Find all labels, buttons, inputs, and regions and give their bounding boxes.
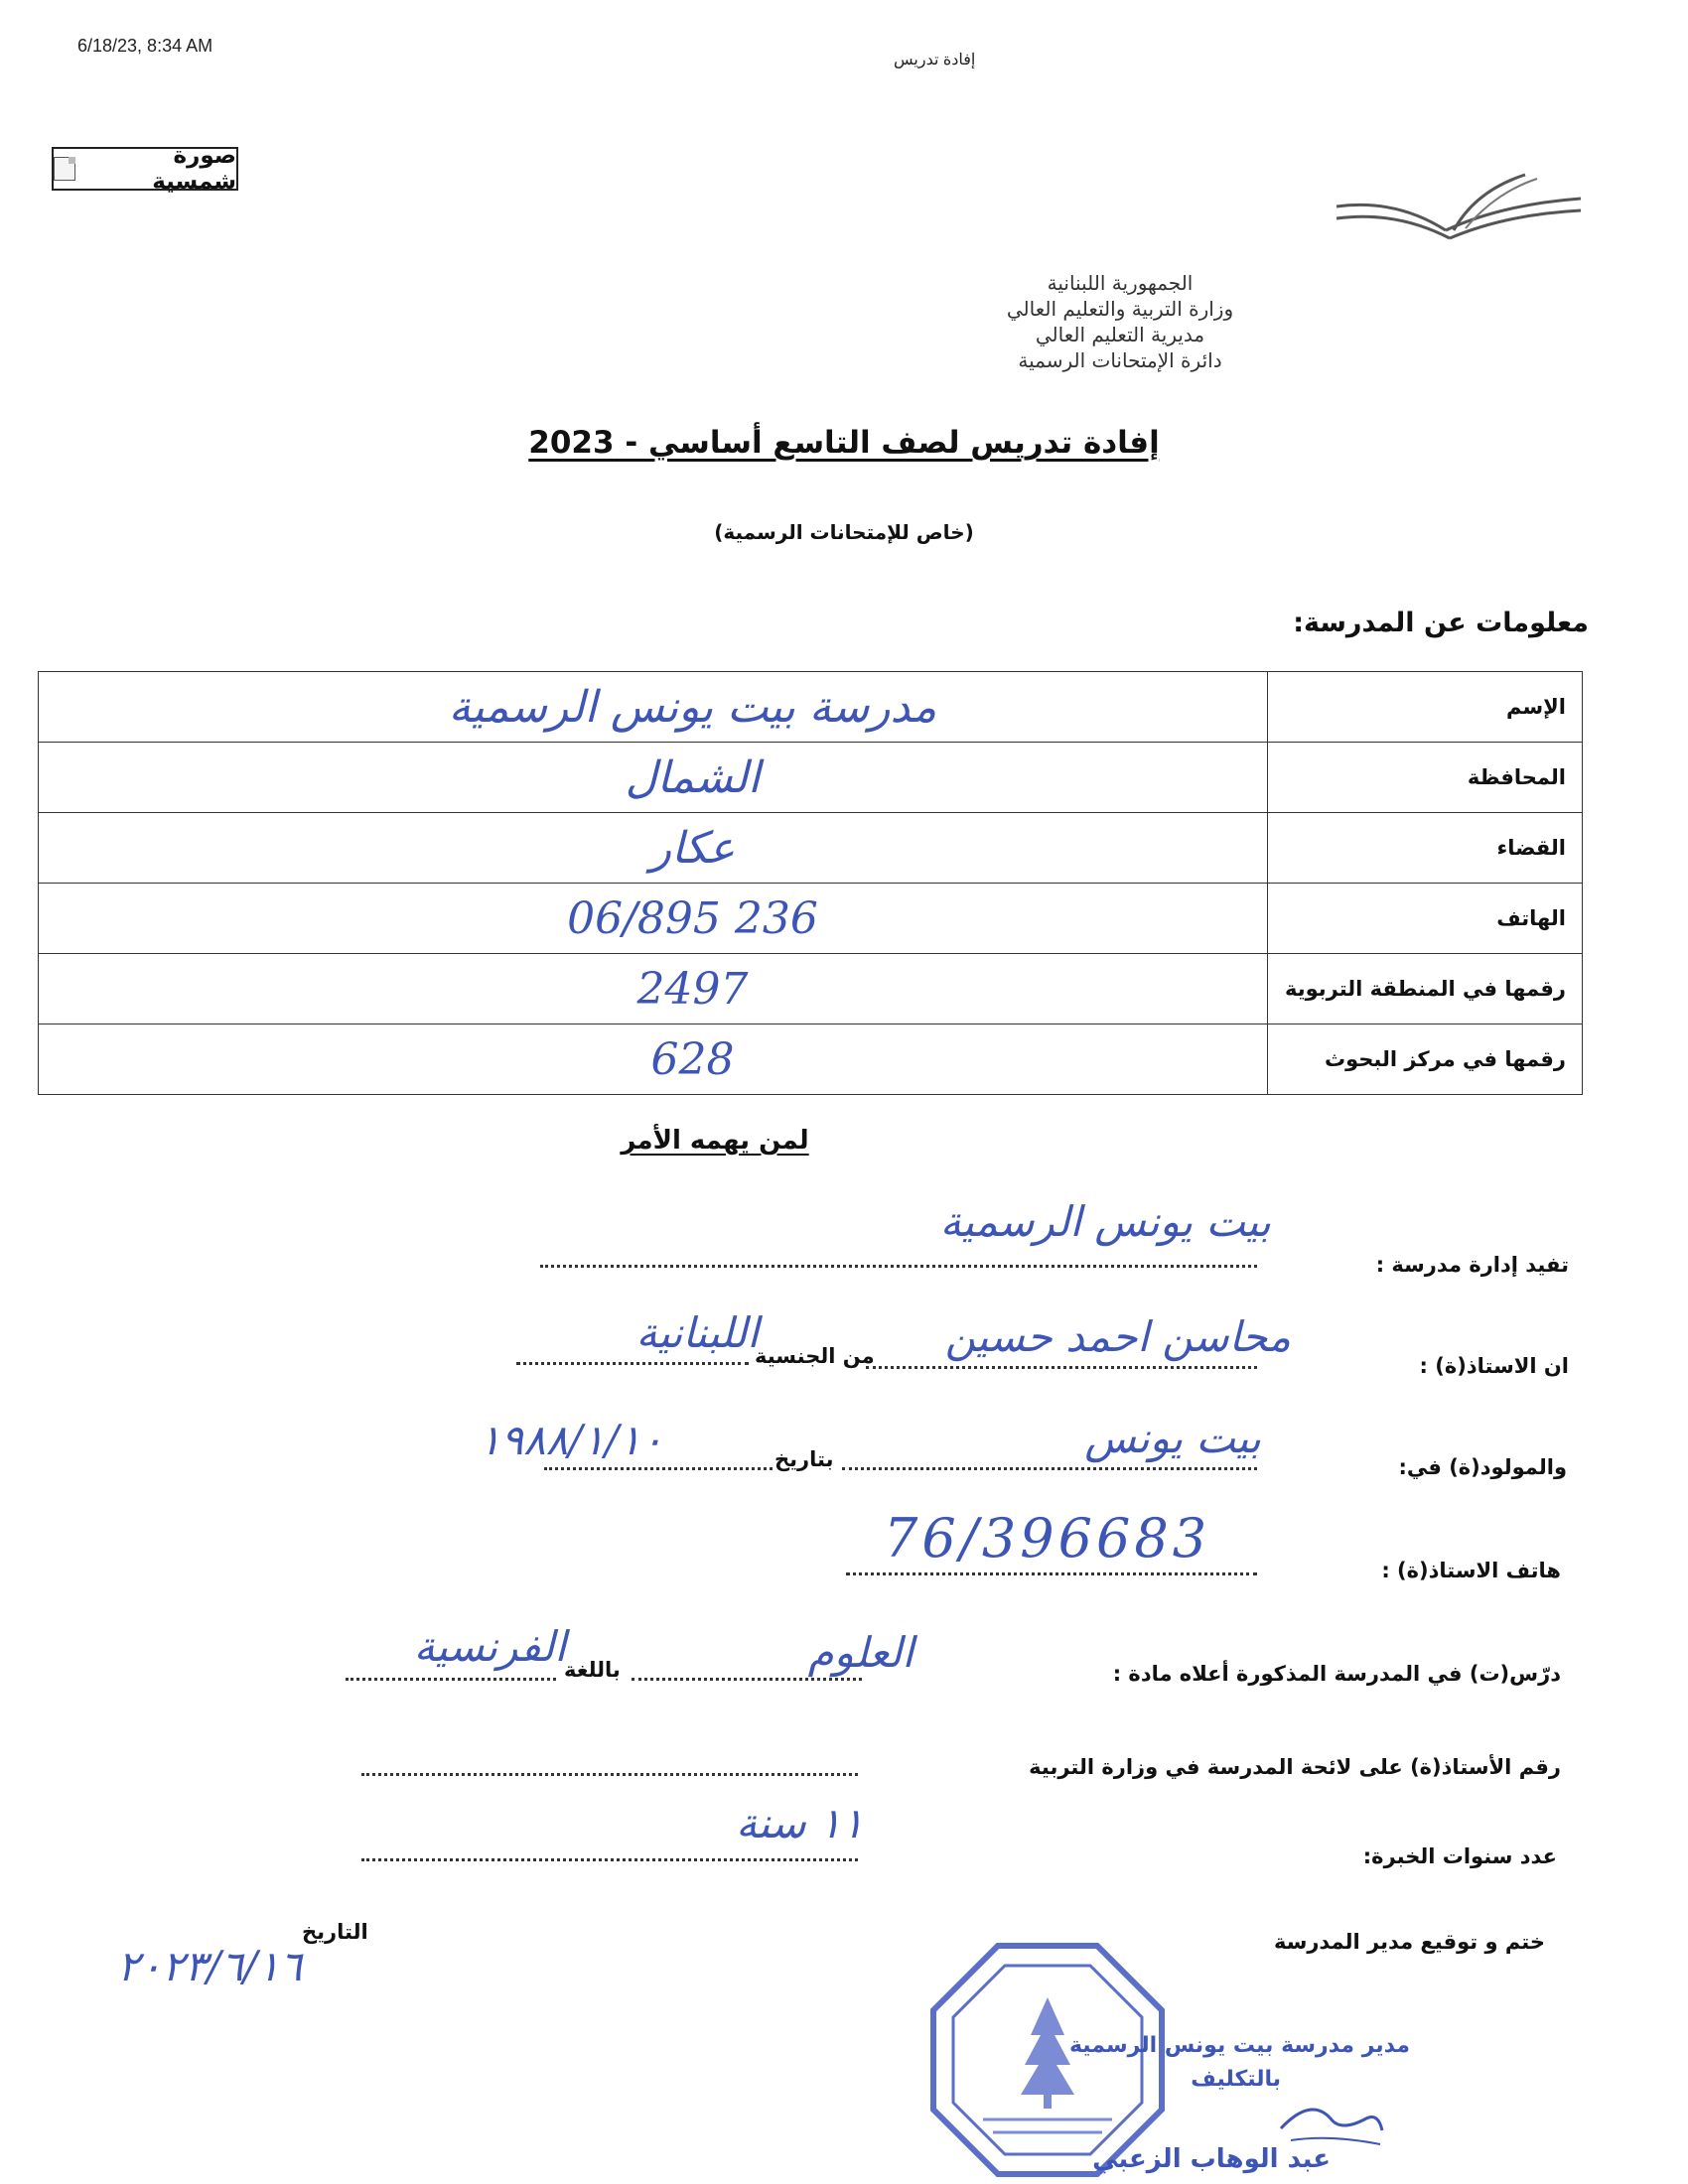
- ministry-line: وزارة التربية والتعليم العالي: [1006, 297, 1234, 321]
- research-number-cell: [39, 1024, 1268, 1095]
- teacher-label: ان الاستاذ(ة) :: [1419, 1354, 1569, 1378]
- language-label: باللغة: [564, 1658, 621, 1682]
- signature-assignment: بالتكليف: [1191, 2067, 1281, 2092]
- district-value: عكار: [649, 822, 736, 874]
- certificate-heading-wrap: [0, 1126, 1430, 1156]
- birthplace-value: بيت يونس: [1084, 1414, 1261, 1462]
- signature-title: مدير مدرسة بيت يونس الرسمية: [1068, 2033, 1410, 2058]
- broken-image-icon: [54, 157, 75, 181]
- photo-label: صورة شمسية: [152, 143, 236, 195]
- school-name-value: مدرسة بيت يونس الرسمية: [448, 681, 937, 733]
- language-dotted-line: [346, 1678, 556, 1681]
- table-row: [39, 743, 1583, 813]
- print-datetime: 6/18/23, 8:34 AM: [77, 36, 213, 56]
- experience-dotted-line: [361, 1858, 858, 1861]
- school-admin-dotted-line: [540, 1265, 1257, 1268]
- document-subtitle: (خاص للإمتحانات الرسمية): [714, 520, 974, 544]
- document-title-wrap: [0, 425, 1688, 461]
- table-row: [39, 1024, 1583, 1095]
- photo-placeholder: [52, 143, 238, 195]
- language-value: الفرنسية: [413, 1622, 566, 1671]
- school-name-label: الإسم: [1268, 672, 1583, 743]
- region-number-cell: [39, 954, 1268, 1024]
- birthplace-label: والمولود(ة) في:: [1398, 1455, 1567, 1479]
- ministry-number-label: رقم الأستاذ(ة) على لائحة المدرسة في وزارة التربية: [1029, 1755, 1561, 1779]
- principal-name: عبد الوهاب الزعبي: [1092, 2144, 1331, 2174]
- print-page-title: إفادة تدريس: [894, 52, 976, 68]
- experience-value: ١١ سنة: [736, 1799, 864, 1847]
- governorate-label: المحافظة: [1268, 743, 1583, 813]
- date-value: ٢٠٢٣/٦/١٦: [117, 1942, 303, 1990]
- nationality-dotted-line: [516, 1362, 749, 1365]
- school-info-table: [38, 671, 1583, 1095]
- district-cell: [39, 813, 1268, 884]
- table-row: [39, 954, 1583, 1024]
- school-admin-value: بيت يونس الرسمية: [939, 1197, 1271, 1246]
- school-admin-label: تفيد إدارة مدرسة :: [1375, 1253, 1569, 1277]
- ministry-number-dotted-line: [361, 1773, 858, 1776]
- open-book-logo-icon: [1327, 171, 1589, 260]
- region-number-value: 2497: [636, 963, 749, 1015]
- birthdate-dotted-line: [544, 1467, 773, 1470]
- teacher-dotted-line: [866, 1366, 1257, 1369]
- region-number-label: رقمها في المنطقة التربوية: [1268, 954, 1583, 1024]
- table-row: [39, 884, 1583, 954]
- birthplace-dotted-line: [842, 1467, 1257, 1470]
- governorate-value: الشمال: [625, 751, 761, 803]
- research-number-value: 628: [650, 1033, 735, 1085]
- teacher-phone-label: هاتف الاستاذ(ة) :: [1381, 1559, 1561, 1582]
- subject-label: درّس(ت) في المدرسة المذكورة أعلاه مادة :: [1112, 1662, 1561, 1686]
- birthdate-label: بتاريخ: [774, 1447, 834, 1471]
- teacher-phone-dotted-line: [846, 1572, 1257, 1575]
- nationality-value: اللبنانية: [635, 1308, 759, 1357]
- subject-value: العلوم: [807, 1628, 914, 1677]
- ministry-line: الجمهورية اللبنانية: [1047, 271, 1194, 295]
- teacher-name-value: محاسن احمد حسين: [944, 1312, 1291, 1361]
- birthdate-value: ١٩٨٨/١/١٠: [479, 1416, 664, 1464]
- phone-label: الهاتف: [1268, 884, 1583, 954]
- ministry-line: دائرة الإمتحانات الرسمية: [1018, 348, 1222, 372]
- principal-seal-label: ختم و توقيع مدير المدرسة: [1273, 1930, 1545, 1954]
- research-number-label: رقمها في مركز البحوث: [1268, 1024, 1583, 1095]
- document-title: إفادة تدريس لصف التاسع أساسي - 2023: [528, 425, 1160, 461]
- subject-dotted-line: [632, 1678, 862, 1681]
- ministry-heading: [981, 270, 1259, 373]
- ministry-line: مديرية التعليم العالي: [1035, 323, 1205, 346]
- governorate-cell: [39, 743, 1268, 813]
- teacher-phone-value: 76/396683: [884, 1507, 1211, 1570]
- school-name-cell: [39, 672, 1268, 743]
- school-phone-value: 06/895 236: [567, 892, 818, 944]
- phone-cell: [39, 884, 1268, 954]
- school-info-heading: معلومات عن المدرسة:: [1293, 608, 1589, 638]
- date-label: التاريخ: [302, 1920, 368, 1944]
- district-label: القضاء: [1268, 813, 1583, 884]
- table-row: [39, 672, 1583, 743]
- table-row: [39, 813, 1583, 884]
- experience-label: عدد سنوات الخبرة:: [1362, 1844, 1557, 1868]
- nationality-label: من الجنسية: [755, 1344, 875, 1368]
- certificate-heading: لمن يهمه الأمر: [621, 1126, 809, 1156]
